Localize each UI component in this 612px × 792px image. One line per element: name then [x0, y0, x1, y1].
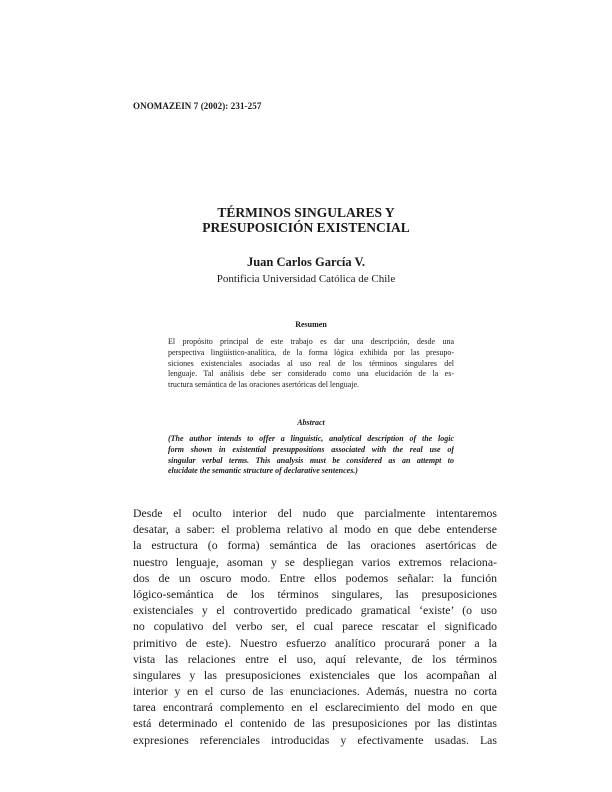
title-line: TÉRMINOS SINGULARES Y: [217, 205, 395, 220]
body-line: interior y en el curso de las enunciaciones. Además, nuestra no corta: [133, 684, 497, 699]
resumen-line: El propósito principal de este trabajo es dar una descripción, desde una: [168, 337, 454, 346]
author-affiliation: Pontificia Universidad Católica de Chile: [216, 273, 396, 285]
body-line: la estructura (o forma) semántica de las oraciones asertóricas de: [133, 538, 497, 553]
body-line: tarea encontrará complemento en el esclarecimiento del modo en que: [133, 700, 497, 715]
title-line: PRESUPOSICIÓN EXISTENCIAL: [202, 220, 410, 235]
body-line: vista las relaciones entre el uso, aquí relevante, de los términos: [133, 651, 497, 666]
body-line: existenciales y el controvertido predicado gramatical ‘existe’ (o uso: [133, 603, 497, 618]
body-line: no copulativo del verbo ser, el cual parece rescatar el significado: [133, 619, 497, 634]
body-line: nuestro lenguaje, asoman y se despliegan varios extremos relaciona-: [133, 554, 497, 569]
abstract-line: form shown in existential presuppositions associated with the real use of: [168, 444, 454, 454]
body-line: singulares y las presuposiciones existenciales que los acompañan al: [133, 667, 497, 682]
body-line: lógico-semántica de los términos singulares, las presuposiciones: [133, 586, 497, 601]
article-title: [133, 205, 479, 235]
body-line: desatar, a saber: el problema relativo al modo en que debe entenderse: [133, 522, 497, 537]
abstract-line: singular verbal terms. This analysis must be considered as an attempt to: [168, 455, 454, 465]
resumen-line: siciones existenciales asociadas al uso real de los términos singulares del: [168, 358, 454, 368]
abstract-heading: Abstract: [297, 418, 325, 427]
body-paragraph: [133, 505, 497, 748]
resumen-line: lenguaje. Tal análisis debe ser considerado como una elucidación de la es-: [168, 369, 454, 379]
body-line: expresiones referenciales introducidas y efectivamente usadas. Las: [133, 732, 497, 747]
resumen-heading: Resumen: [295, 320, 327, 329]
resumen-line: tructura semántica de las oraciones asertóricas del lenguaje.: [168, 380, 360, 390]
resumen-text: [168, 337, 454, 391]
abstract-line: elucidate the semantic structure of declarative sentences.): [168, 466, 358, 476]
running-head: ONOMAZEIN 7 (2002): 231-257: [133, 101, 262, 111]
body-line: Desde el oculto interior del nudo que parcialmente intentaremos: [133, 506, 497, 520]
body-line: está determinado el contenido de las presuposiciones por las distintas: [133, 716, 497, 731]
abstract-text: [168, 434, 454, 477]
author-name: Juan Carlos García V.: [246, 255, 366, 269]
body-line: dos de un oscuro modo. Entre ellos podemos señalar: la función: [133, 570, 497, 585]
body-line: primitivo de este). Nuestro esfuerzo analítico procurará poner a la: [133, 635, 497, 650]
abstract-line: (The author intends to offer a linguistic, analytical description of the logic: [168, 434, 454, 443]
resumen-line: perspectiva lingüístico-analítica, de la forma lógica exhibida por las presupo-: [168, 347, 454, 357]
